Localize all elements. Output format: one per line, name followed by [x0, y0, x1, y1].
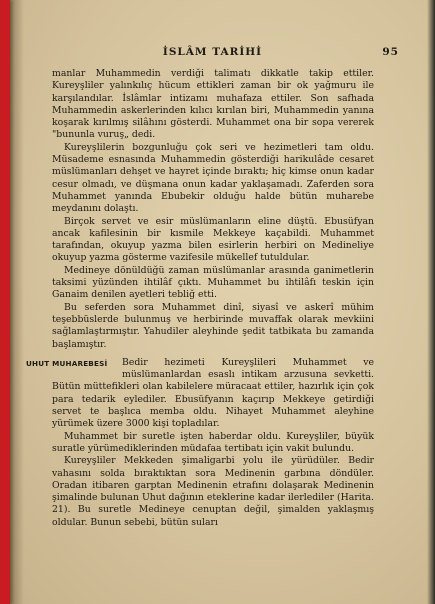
running-header	[40, 46, 399, 62]
page-edge-shadow	[427, 0, 435, 604]
side-heading: UHUT MUHAREBESİ	[26, 358, 108, 368]
paragraph: Kureyşliler Mekkeden şimaligarbi yolu ile yürüdüler. Bedir vahasını solda bıraktıktan sora Medinenin garbına döndüler. Oradan itibaren garptan Medinenin etrafını dolaşarak Medinenin şimalinde bulunan Uhut dağının eteklerine kadar ilerlediler (Harita. 21). Bu suretle Medineye cenuptan değil, şimalden yaklaşmış oldular. Bunun sebebi, bütün suları	[52, 455, 374, 528]
page-number: 95	[382, 46, 399, 58]
paragraph: Medineye dönüldüğü zaman müslümanlar arasında ganimetlerin taksimi yüzünden ihtilâf çıktı. Muhammet bu ihtilâfı teskin için Ganaim denilen ayetleri tebliğ etti.	[52, 264, 374, 301]
paragraph: Bu seferden sora Muhammet dinî, siyasî ve askerî mühim teşebbüslerde bulunmuş ve herbirinde muvaffak olarak mevkiini sağlamlaştırmıştır. Yahudiler aleyhinde şedit tatbikata bu zamanda başlamıştır.	[52, 301, 374, 350]
paragraph-with-side-heading	[26, 356, 374, 431]
red-page-edge	[0, 0, 10, 604]
paragraph: Kureyşlilerin bozgunluğu çok seri ve hezimetleri tam oldu. Müsademe esnasında Muhammedin gösterdiği harikulâde cesaret müslümanları dehşet ve hayret içinde bıraktı; hiç kimse onun kadar cesur olmadı, ve düşmana onun kadar yaklaşamadı. Zaferden sora Muhammet yanında Ebubekir olduğu halde bütün muharebe meydanını dolaştı.	[52, 141, 374, 215]
gutter-shadow	[10, 0, 24, 604]
paragraph: Muhammet bir suretle işten haberdar oldu. Kureyşliler, büyük suratle yürümediklerinden müdafaa tertibatı için vakit bulundu.	[52, 430, 374, 454]
paragraph-text: Bedir hezimeti Kureyşlileri Muhammet ve müslümanlardan esaslı intikam arzusuna sevketti. Bütün müttefikleri olan kabilelere müracaat ettiler, hazırlık için çok para tedarik eylediler. Ebusüfyanın kaçırıp Mekkeye getirdiği servet te başlıca memba oldu. Nihayet Muhammet aleyhine yürümek üzere 3000 kişi topladılar.	[52, 356, 374, 430]
paragraph: manlar Muhammedin verdiği talimatı dikkatle takip ettiler. Kureyşliler yalınkılıç hücum ettikleri zaman bir ok yağmuru ile karşılandılar. İslâmlar intizamı muhafaza ettiler. Son safhada Muhammedin askerlerinden kılıcı kırılan biri, Muhammedin yanına koşarak kırılmış silâhını gösterdi. Muhammet ona bir sopa vererek "bununla vuruş„ dedi.	[52, 68, 374, 141]
paragraph: Birçok servet ve esir müslümanların eline düştü. Ebusüfyan ancak kafilesinin bir kısmile Mekkeye kaçabildi. Muhammet tarafından, okuyup yazma bilen esirlerin herbiri on Medineliye okuyup yazma gösterme vazifesile mükellef tutuldular.	[52, 215, 374, 264]
body-text	[26, 68, 374, 529]
book-title: İSLÂM TARİHİ	[162, 46, 263, 58]
